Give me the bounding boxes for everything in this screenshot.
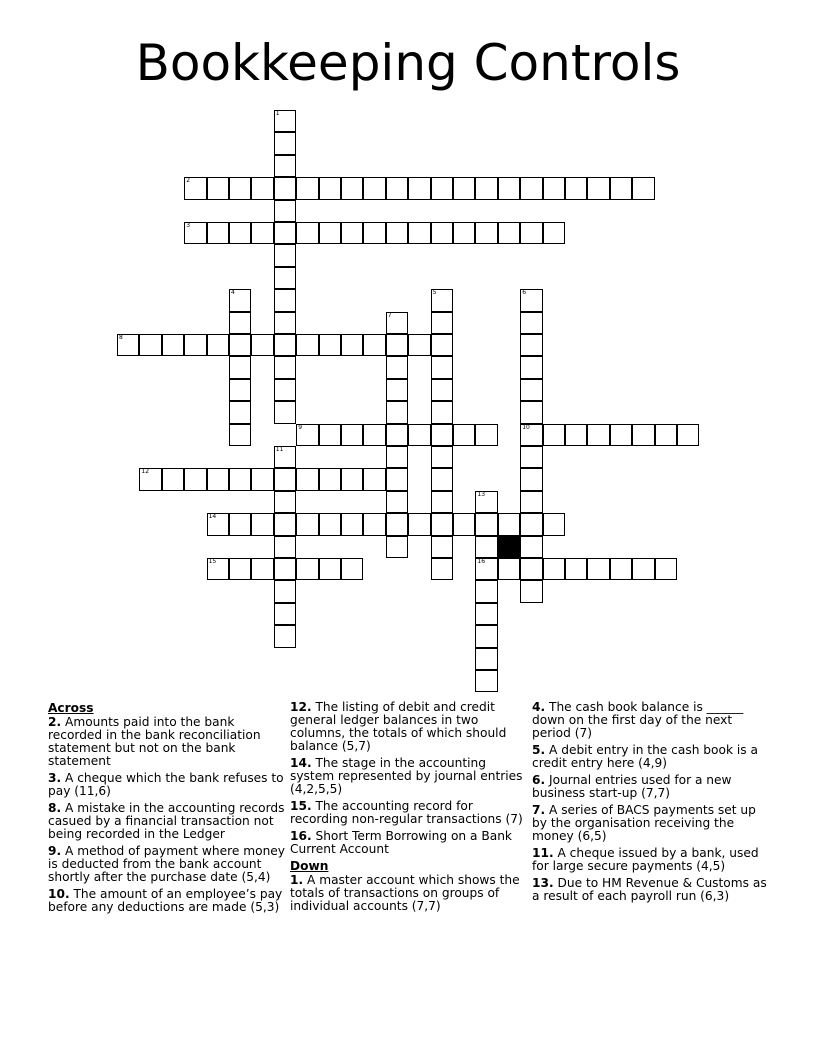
grid-cell[interactable] [274,580,296,602]
grid-cell[interactable] [520,222,542,244]
grid-cell[interactable] [565,424,587,446]
grid-cell[interactable] [453,177,475,199]
grid-cell[interactable] [274,446,296,468]
grid-cell[interactable] [251,222,273,244]
grid-cell[interactable] [453,222,475,244]
across-clue-14: 14. The stage in the accounting system represented by journal entries (4,2,5,5) [290,756,523,796]
grid-cell[interactable] [453,513,475,535]
grid-cell[interactable] [475,603,497,625]
across-clue-9: 9. A method of payment where money is deducted from the bank account shortly after the purchase date (5,4) [48,844,286,884]
grid-cell[interactable] [520,491,542,513]
grid-cell[interactable] [229,468,251,490]
grid-cell[interactable] [431,446,453,468]
grid-cell[interactable] [610,424,632,446]
grid-cell[interactable] [386,312,408,334]
grid-cell[interactable] [431,424,453,446]
grid-cell[interactable] [431,222,453,244]
grid-cell[interactable] [386,424,408,446]
grid-cell[interactable] [207,468,229,490]
grid-cell[interactable] [319,424,341,446]
grid-cell[interactable] [408,334,430,356]
grid-cell[interactable] [520,379,542,401]
grid-cell[interactable] [431,491,453,513]
grid-cell[interactable] [431,356,453,378]
grid-cell[interactable] [319,334,341,356]
grid-cell[interactable] [274,222,296,244]
grid-cell[interactable] [431,558,453,580]
grid-cell[interactable] [386,536,408,558]
across-clue-16: 16. Short Term Borrowing on a Bank Current Account [290,829,512,856]
across-clue-8: 8. A mistake in the accounting records casued by a financial transaction not being recorded in the Ledger [48,801,285,841]
grid-cell[interactable] [655,424,677,446]
grid-cell[interactable] [565,177,587,199]
grid-cell[interactable] [475,648,497,670]
grid-cell[interactable] [207,513,229,535]
clue-number: 9 [298,423,303,431]
grid-cell[interactable] [274,289,296,311]
grid-cell[interactable] [274,513,296,535]
clue-number: 3 [186,222,191,229]
grid-cell[interactable] [431,289,453,311]
grid-cell[interactable] [543,513,565,535]
grid-cell[interactable] [251,177,273,199]
grid-cell[interactable] [341,222,363,244]
grid-cell[interactable] [296,334,318,356]
clue-number: 4 [231,289,235,297]
grid-cell[interactable] [610,177,632,199]
grid-cell[interactable] [229,513,251,535]
grid-cell[interactable] [543,558,565,580]
puzzle-title: Bookkeeping Controls [135,34,681,92]
grid-cell[interactable] [408,177,430,199]
grid-cell[interactable] [363,468,385,490]
across-clue-2: 2. Amounts paid into the bank recorded in the bank reconciliation statement but not on the bank statement [48,715,261,768]
grid-cell[interactable] [386,446,408,468]
grid-cell[interactable] [229,334,251,356]
grid-cell[interactable] [363,424,385,446]
clue-number: 14 [208,513,217,521]
grid-cell[interactable] [610,558,632,580]
grid-cell[interactable] [431,312,453,334]
grid-cell[interactable] [475,491,497,513]
across-clue-12: 12. The listing of debit and credit general ledger balances in two columns, the totals of which should balance (5,7) [290,700,507,753]
across-clue-3: 3. A cheque which the bank refuses to pay (11,6) [48,771,284,798]
grid-cell[interactable] [632,424,654,446]
grid-cell[interactable] [274,200,296,222]
grid-cell[interactable] [229,356,251,378]
grid-cell[interactable] [520,558,542,580]
grid-cell[interactable] [431,536,453,558]
grid-cell[interactable] [543,222,565,244]
clue-number: 5 [432,289,437,297]
grid-cell[interactable] [408,424,430,446]
grid-cell[interactable] [251,513,273,535]
grid-cell[interactable] [184,334,206,356]
clue-number: 12 [141,468,150,476]
grid-cell[interactable] [319,177,341,199]
grid-cell[interactable] [632,558,654,580]
grid-cell[interactable] [498,558,520,580]
grid-cell[interactable] [229,424,251,446]
grid-cell[interactable] [274,379,296,401]
grid-cell[interactable] [229,312,251,334]
grid-cell[interactable] [274,312,296,334]
grid-cell[interactable] [274,155,296,177]
grid-cell[interactable] [251,558,273,580]
clues-column-1 [48,701,286,918]
clue-number: 7 [387,311,392,319]
grid-cell[interactable] [229,177,251,199]
clue-number: 1 [275,110,280,117]
grid-cell[interactable] [184,177,206,199]
grid-cell[interactable] [543,177,565,199]
grid-cell[interactable] [520,468,542,490]
grid-cell[interactable] [386,491,408,513]
grid-cell[interactable] [431,379,453,401]
down-clue-13: 13. Due to HM Revenue & Customs as a result of each payroll run (6,3) [532,876,767,903]
clue-number: 15 [208,558,217,565]
grid-cell[interactable] [229,558,251,580]
down-clue-6: 6. Journal entries used for a new business start-up (7,7) [532,773,732,800]
down-clue-11: 11. A cheque issued by a bank, used for large secure payments (4,5) [532,846,759,873]
grid-cell[interactable] [341,424,363,446]
grid-cell[interactable] [498,513,520,535]
grid-cell[interactable] [520,424,542,446]
grid-cell[interactable] [677,424,699,446]
grid-cell[interactable] [632,177,654,199]
grid-cell[interactable] [251,468,273,490]
grid-cell[interactable] [520,580,542,602]
grid-cell[interactable] [520,289,542,311]
grid-cell[interactable] [274,110,296,132]
grid-cell[interactable] [274,491,296,513]
grid-cell[interactable] [475,513,497,535]
grid-cell[interactable] [274,334,296,356]
grid-cell[interactable] [296,424,318,446]
clue-number: 13 [477,490,486,498]
grid-cell[interactable] [229,401,251,423]
grid-cell[interactable] [274,244,296,266]
clue-number: 6 [522,289,527,297]
grid-cell[interactable] [319,468,341,490]
grid-cell[interactable] [587,558,609,580]
grid-cell[interactable] [543,424,565,446]
across-clue-15: 15. The accounting record for recording non-regular transactions (7) [290,799,523,826]
grid-cell[interactable] [498,177,520,199]
grid-cell[interactable] [431,401,453,423]
grid-cell[interactable] [162,468,184,490]
grid-cell[interactable] [408,222,430,244]
grid-cell[interactable] [341,177,363,199]
grid-cell[interactable] [184,222,206,244]
grid-cell[interactable] [520,312,542,334]
grid-cell[interactable] [520,334,542,356]
grid-cell[interactable] [498,222,520,244]
grid-cell[interactable] [296,177,318,199]
grid-cell[interactable] [274,177,296,199]
down-clue-4: 4. The cash book balance is ______ down on the first day of the next period (7) [532,700,744,740]
grid-cell[interactable] [363,177,385,199]
grid-cell[interactable] [251,334,273,356]
grid-cell[interactable] [363,334,385,356]
grid-cell[interactable] [274,603,296,625]
grid-cell[interactable] [341,468,363,490]
grid-cell[interactable] [475,670,497,692]
grid-cell[interactable] [386,401,408,423]
grid-cell[interactable] [274,267,296,289]
grid-cell[interactable] [431,513,453,535]
grid-cell[interactable] [319,513,341,535]
grid-cell[interactable] [475,424,497,446]
grid-cell[interactable] [274,625,296,647]
grid-cell[interactable] [207,222,229,244]
grid-cell[interactable] [520,401,542,423]
grid-cell[interactable] [139,334,161,356]
grid-cell[interactable] [587,424,609,446]
grid-cell[interactable] [296,558,318,580]
grid-cell[interactable] [229,289,251,311]
grid-cell[interactable] [520,177,542,199]
blocked-cell [498,536,520,558]
grid-cell[interactable] [520,513,542,535]
grid-cell[interactable] [386,334,408,356]
grid-cell[interactable] [386,177,408,199]
grid-cell[interactable] [363,222,385,244]
grid-cell[interactable] [453,424,475,446]
grid-cell[interactable] [162,334,184,356]
clue-number: 16 [477,558,486,565]
grid-cell[interactable] [296,513,318,535]
grid-cell[interactable] [386,222,408,244]
grid-cell[interactable] [587,177,609,199]
across-clue-10: 10. The amount of an employee’s pay before any deductions are made (5,3) [48,887,283,914]
grid-cell[interactable] [386,356,408,378]
grid-cell[interactable] [520,356,542,378]
grid-cell[interactable] [408,513,430,535]
grid-cell[interactable] [207,177,229,199]
grid-cell[interactable] [296,468,318,490]
grid-cell[interactable] [520,446,542,468]
grid-cell[interactable] [341,513,363,535]
grid-cell[interactable] [207,334,229,356]
down-clue-5: 5. A debit entry in the cash book is a credit entry here (4,9) [532,743,758,770]
clue-number: 10 [522,423,530,431]
grid-cell[interactable] [386,379,408,401]
grid-cell[interactable] [341,334,363,356]
grid-cell[interactable] [520,536,542,558]
grid-cell[interactable] [431,177,453,199]
grid-cell[interactable] [229,222,251,244]
grid-cell[interactable] [431,334,453,356]
grid-cell[interactable] [386,513,408,535]
clue-number: 8 [119,334,123,341]
down-heading: Down [290,859,329,873]
grid-cell[interactable] [431,468,453,490]
grid-cell[interactable] [475,222,497,244]
grid-cell[interactable] [341,558,363,580]
grid-cell[interactable] [229,379,251,401]
grid-cell[interactable] [475,536,497,558]
grid-cell[interactable] [184,468,206,490]
grid-cell[interactable] [475,177,497,199]
grid-cell[interactable] [386,468,408,490]
grid-cell[interactable] [117,334,139,356]
down-clue-7: 7. A series of BACS payments set up by the organisation receiving the money (6,5) [532,803,756,843]
grid-cell[interactable] [565,558,587,580]
grid-cell[interactable] [139,468,161,490]
across-heading: Across [48,701,94,715]
grid-cell[interactable] [296,222,318,244]
down-clue-1: 1. A master account which shows the totals of transactions on groups of individual accounts (7,7) [290,873,520,913]
grid-cell[interactable] [475,558,497,580]
grid-cell[interactable] [274,558,296,580]
grid-cell[interactable] [475,580,497,602]
grid-cell[interactable] [655,558,677,580]
grid-cell[interactable] [274,401,296,423]
grid-cell[interactable] [274,536,296,558]
grid-cell[interactable] [319,558,341,580]
grid-cell[interactable] [207,558,229,580]
clue-number: 2 [186,177,191,185]
clues-column-2 [290,701,528,917]
grid-cell[interactable] [274,356,296,378]
grid-cell[interactable] [363,513,385,535]
grid-cell[interactable] [274,132,296,154]
clues-column-3 [532,701,770,907]
grid-cell[interactable] [475,625,497,647]
clue-number: 11 [275,446,284,453]
grid-cell[interactable] [319,222,341,244]
grid-cell[interactable] [274,468,296,490]
